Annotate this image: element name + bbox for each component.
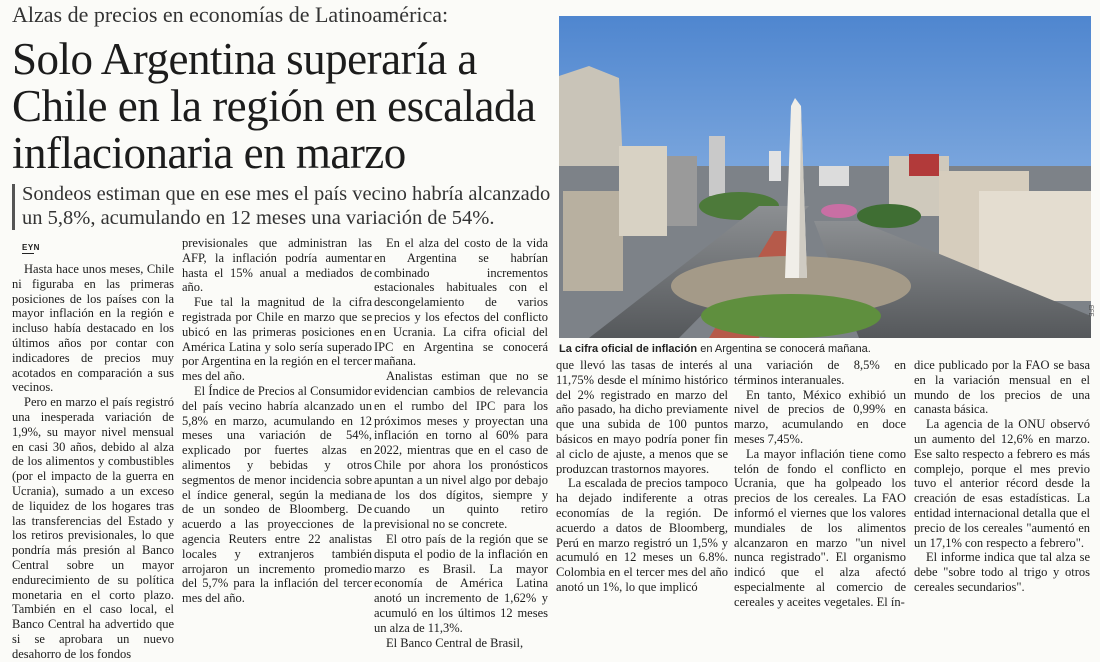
news-photo (559, 16, 1091, 338)
paragraph: La escalada de precios tampoco ha dejado indiferente a otras economías de la región. De acuerdo a datos de Bloomberg, Perú en marzo registró un 1,5% y acumuló en 12 meses un 6.8%. Colombia en el tercer mes del año anotó un 1%, lo que implicó (556, 476, 728, 594)
obelisk-photo-illustration (559, 16, 1091, 338)
paragraph: Hasta hace unos meses, Chile ni figuraba en las primeras posiciones de los países con la mayor inflación en la región e incluso había destacado en los últimos años por contar con indicadores de precios muy acotados en comparación a sus vecinos. (12, 262, 174, 395)
paragraph: Analistas estiman que no se evidencian cambios de relevancia en el rumbo del IPC para los próximos meses y proyectan una inflación en torno al 60% para 2022, mientras que en el caso de Chile por ahora los pronósticos apuntan a un nivel algo por debajo de los dos dígitos, siempre y cuando un quinto retiro previsional no se concrete. (374, 369, 548, 532)
article-deck (12, 182, 558, 230)
paragraph: El informe indica que tal alza se debe "sobre todo al trigo y otros cereales secundarios". (914, 550, 1090, 594)
paragraph: La agencia de la ONU observó un aumento del 12,6% en marzo. Ese salto respecto a febrero es más complejo, porque el mes previo tuvo el anterior récord desde la creación de esas estadísticas. La entidad internacional detalla que el precio de los cereales "aumentó en un 17,1% con respecto a febrero". (914, 417, 1090, 550)
paragraph: El Índice de Precios al Consumidor del país vecino habría alcanzado un 5,8% en marzo, acumulando en 12 meses una variación de 54%, explicado por fuertes alzas en alimentos y bebidas y otros segmentos de menor incidencia sobre el índice general, según la mediana de un sondeo de Bloomberg. De acuerdo a las proyecciones de la agencia Reuters entre 22 analistas locales y extranjeros también arrojaron un incremento promedio del 5,7% para la inflación del tercer mes del año. (182, 383, 372, 606)
byline: EYN (22, 243, 40, 252)
paragraph: En el alza del costo de la vida en Argentina se habrían combinado incrementos estacionales habituales con el descongelamiento de varios precios y los efectos del conflicto en Ucrania. La cifra oficial del IPC en Argentina se conocerá mañana. (374, 236, 548, 369)
paragraph: Fue tal la magnitud de la cifra registrada por Chile en marzo que se ubicó en las primeras posiciones en América Latina y solo sería superado por Argentina en la región en el tercer mes del año. (182, 295, 372, 384)
photo-credit: EFE (1087, 305, 1093, 317)
article-column-2 (182, 236, 372, 606)
article-column-3 (374, 236, 548, 650)
paragraph: que llevó las tasas de interés al 11,75% desde el mínimo histórico del 2% registrado en marzo del año pasado, ha dicho previamente que una subida de 100 puntos básicos en mayo podría poner fin al ciclo de ajuste, a menos que se produzcan trastornos mayores. (556, 358, 728, 476)
article-kicker: Alzas de precios en economías de Latinoamérica: (12, 2, 449, 27)
photo-caption (559, 343, 1091, 355)
article-column-6 (914, 358, 1090, 595)
paragraph: una variación de 8,5% en términos interanuales. (734, 358, 906, 387)
paragraph: El otro país de la región que se disputa el podio de la inflación en marzo es Brasil. La mayor economía de América Latina anotó un incremento de 1,62% y acumuló en los últimos 12 meses un alza de 11,3%. (374, 531, 548, 635)
paragraph: dice publicado por la FAO se basa en la variación mensual en el mundo de los precios de una canasta básica. (914, 358, 1090, 417)
paragraph: Pero en marzo el país registró una inesperada variación de 1,9%, su mayor nivel mensual en casi 30 años, debido al alza de los alimentos y combustibles (por el impacto de la guerra en Ucrania), sumado a un exceso de liquidez de los hogares tras las transferencias del Estado y los retiros previsionales, lo que pondría más presión al Banco Central sobre un mayor endurecimiento de su política monetaria en el corto plazo. También en el caso local, el Banco Central ha advertido que si se aprobara un nuevo desahorro de los fondos (12, 395, 174, 661)
article-column-5 (734, 358, 906, 610)
article-column-4 (556, 358, 728, 595)
deck-text: Sondeos estiman que en ese mes el país vecino habría alcanzado un 5,8%, acumulando en 12 meses una variación de 54%. (22, 183, 551, 229)
paragraph: El Banco Central de Brasil, (386, 635, 524, 650)
caption-bold: La cifra oficial de inflación (559, 343, 698, 355)
article-column-1 (12, 262, 174, 662)
paragraph: En tanto, México exhibió un nivel de precios de 0,99% en marzo, acumulando en doce meses 7,45%. (734, 387, 906, 446)
caption-rest: en Argentina se conocerá mañana. (697, 343, 871, 355)
article-headline: Solo Argentina superaría a Chile en la región en escalada inflacionaria en marzo (12, 34, 536, 178)
paragraph: La mayor inflación tiene como telón de fondo el conflicto en Ucrania, que ha golpeado los precios de los cereales. La FAO informó el viernes que los valores mundiales de los alimentos alcanzaron en marzo "un nivel nunca registrado". El organismo indicó que el alza afectó especialmente al comercio de cereales y aceites vegetales. El ín- (734, 446, 906, 609)
paragraph: previsionales que administran las AFP, la inflación podría aumentar hasta el 15% anual a mediados de año. (182, 236, 372, 295)
